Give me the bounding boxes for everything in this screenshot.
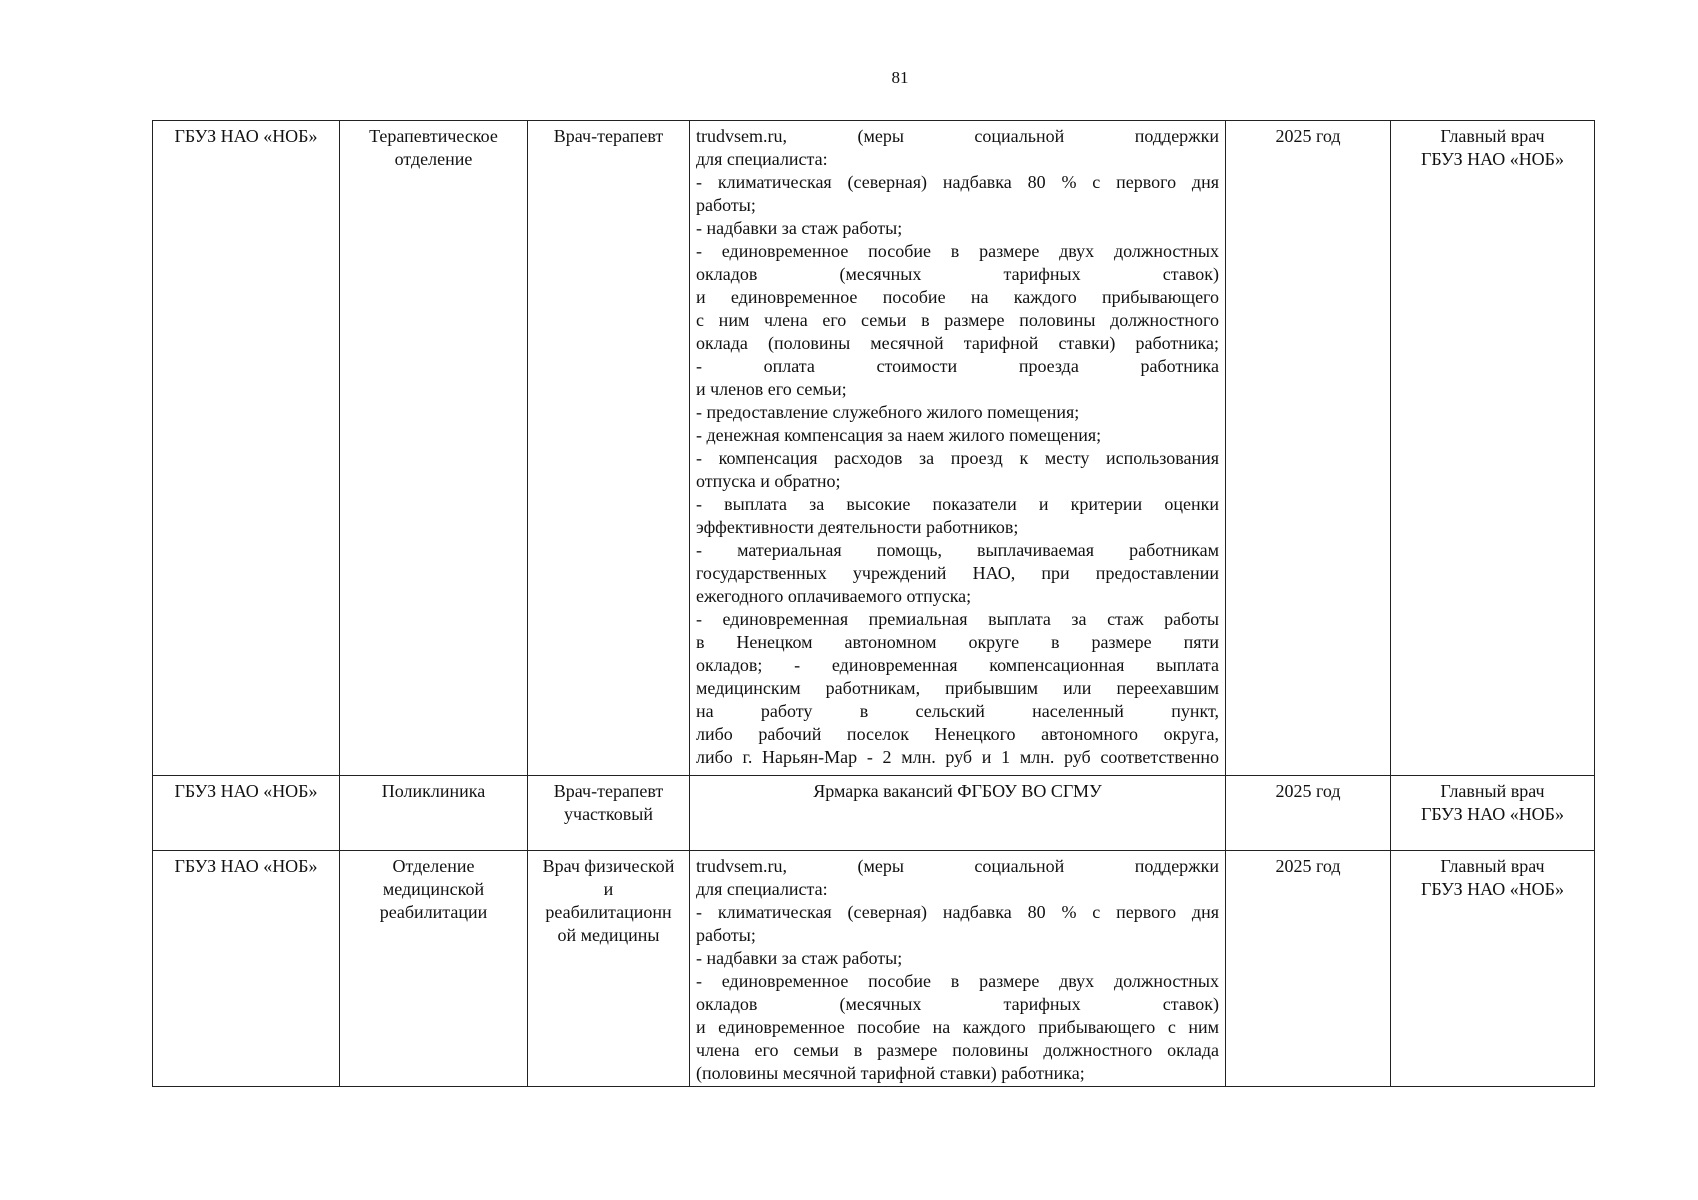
year-cell: 2025 год <box>1226 121 1391 776</box>
org-cell: ГБУЗ НАО «НОБ» <box>153 851 340 1087</box>
responsible-cell: Главный врач ГБУЗ НАО «НОБ» <box>1391 776 1595 851</box>
responsible-cell: Главный врач ГБУЗ НАО «НОБ» <box>1391 851 1595 1087</box>
page-number: 81 <box>891 68 909 87</box>
position-cell: Врач-терапевт <box>528 121 690 776</box>
position-cell: Врач физической и реабилитационн ой медицины <box>528 851 690 1087</box>
table-row <box>153 776 1595 851</box>
support-measures-cell: Ярмарка вакансий ФГБОУ ВО СГМУ <box>690 776 1226 851</box>
department-cell: Отделение медицинской реабилитации <box>340 851 528 1087</box>
department-cell: Терапевтическое отделение <box>340 121 528 776</box>
department-cell: Поликлиника <box>340 776 528 851</box>
year-cell: 2025 год <box>1226 851 1391 1087</box>
support-measures-cell: trudvsem.ru, (меры социальной поддержки для специалиста: - климатическая (северная) надбавка 80 % с первого дня работы; - надбавки за стаж работы; - единовременное пособие в размере двух должностных окладов (месячных тарифных ставок) и единовременное пособие на каждого прибывающего с ним члена его семьи в размере половины должностного оклада (половины месячной тарифной ставки) работника; <box>690 851 1226 1087</box>
table-row <box>153 851 1595 1087</box>
position-cell: Врач-терапевт участковый <box>528 776 690 851</box>
table-row <box>153 121 1595 776</box>
org-cell: ГБУЗ НАО «НОБ» <box>153 776 340 851</box>
responsible-cell: Главный врач ГБУЗ НАО «НОБ» <box>1391 121 1595 776</box>
support-measures-cell: trudvsem.ru, (меры социальной поддержки для специалиста: - климатическая (северная) надбавка 80 % с первого дня работы; - надбавки за стаж работы; - единовременное пособие в размере двух должностных окладов (месячных тарифных ставок) и единовременное пособие на каждого прибывающего с ним члена его семьи в размере половины должностного оклада (половины месячной тарифной ставки) работника; - оплата стоимости проезда работника и членов его семьи; - предоставление служебного жилого помещения; - денежная компенсация за наем жилого помещения; - компенсация расходов за проезд к месту использования отпуска и обратно; - выплата за высокие показатели и критерии оценки эффективности деятельности работников; - материальная помощь, выплачиваемая работникам государственных учреждений НАО, при предоставлении ежегодного оплачиваемого отпуска; - единовременная премиальная выплата за стаж работы в Ненецком автономном округе в размере пяти окладов; - единовременная компенсационная выплата медицинским работникам, прибывшим или переехавшим на работу в сельский населенный пункт, либо рабочий поселок Ненецкого автономного округа, либо г. Нарьян-Мар - 2 млн. руб и 1 млн. руб соответственно <box>690 121 1226 776</box>
year-cell: 2025 год <box>1226 776 1391 851</box>
vacancies-table <box>152 120 1595 1087</box>
org-cell: ГБУЗ НАО «НОБ» <box>153 121 340 776</box>
